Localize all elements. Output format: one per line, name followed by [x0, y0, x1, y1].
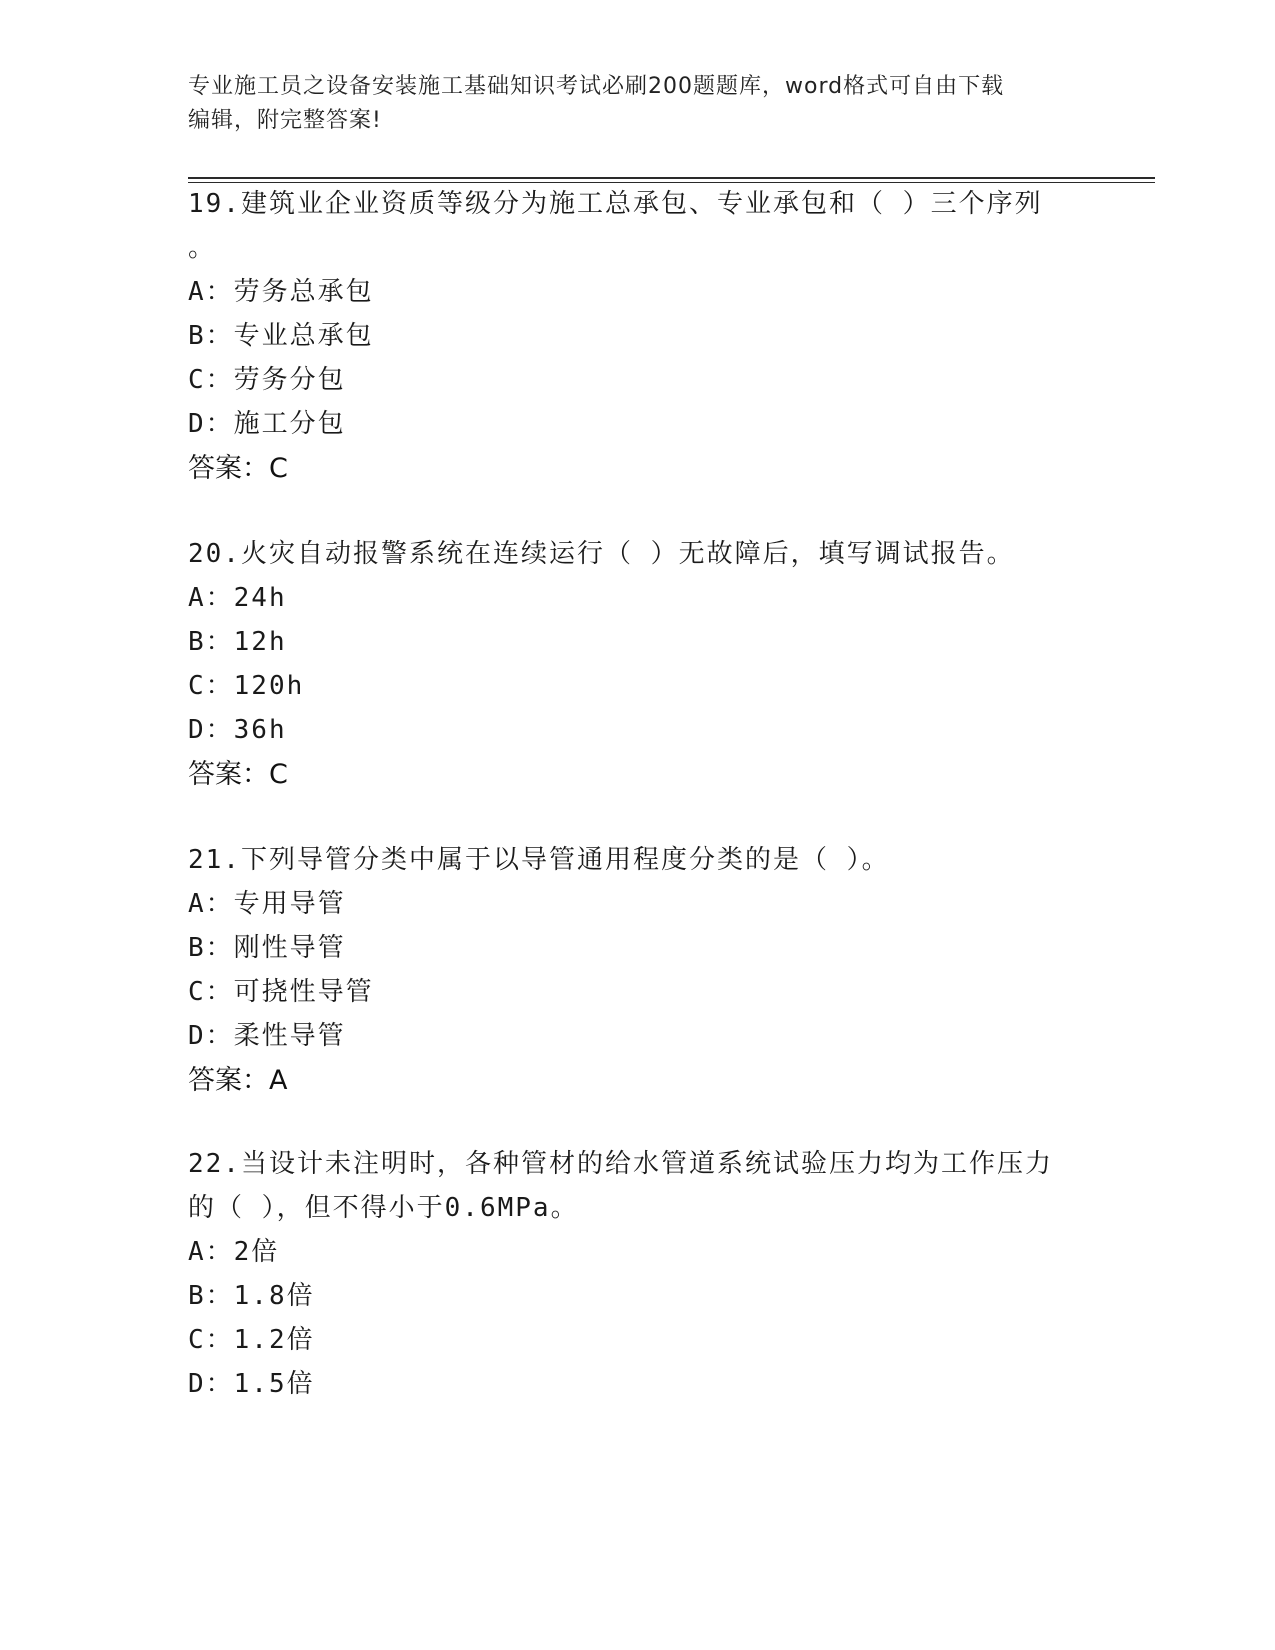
- option-b: B：1.8倍: [188, 1281, 315, 1311]
- answer-line: 答案：C: [188, 759, 288, 790]
- header-title-line-1: 专业施工员之设备安装施工基础知识考试必刷200题题库，word格式可自由下载: [188, 74, 1005, 99]
- question-stem-continued: 的（ ），但不得小于0.6MPa。: [188, 1193, 579, 1223]
- option-c: C：1.2倍: [188, 1325, 315, 1355]
- answer-line: 答案：A: [188, 1065, 288, 1096]
- option-d: D：1.5倍: [188, 1369, 315, 1399]
- option-d: D：柔性导管: [188, 1021, 346, 1051]
- option-b: B：12h: [188, 627, 287, 657]
- question-stem-continued: 。: [188, 233, 217, 263]
- answer-line: 答案：C: [188, 453, 288, 484]
- option-c: C：劳务分包: [188, 365, 346, 395]
- option-a: A：劳务总承包: [188, 277, 374, 307]
- option-c: C：120h: [188, 671, 305, 701]
- option-a: A：2倍: [188, 1237, 280, 1267]
- header-title-line-2: 编辑，附完整答案!: [188, 108, 382, 133]
- option-b: B：专业总承包: [188, 321, 374, 351]
- option-c: C：可挠性导管: [188, 977, 374, 1007]
- header-divider-thick: [188, 177, 1155, 179]
- option-a: A：专用导管: [188, 889, 346, 919]
- option-b: B：刚性导管: [188, 933, 346, 963]
- question-stem: 19.建筑业企业资质等级分为施工总承包、专业承包和（ ）三个序列: [188, 189, 1043, 219]
- option-d: D：施工分包: [188, 409, 346, 439]
- question-stem: 22.当设计未注明时，各种管材的给水管道系统试验压力均为工作压力: [188, 1149, 1053, 1179]
- option-d: D：36h: [188, 715, 287, 745]
- question-stem: 20.火灾自动报警系统在连续运行（ ）无故障后，填写调试报告。: [188, 539, 1015, 569]
- document-header: [188, 70, 1088, 138]
- option-a: A：24h: [188, 583, 287, 613]
- question-stem: 21.下列导管分类中属于以导管通用程度分类的是（ ）。: [188, 845, 890, 875]
